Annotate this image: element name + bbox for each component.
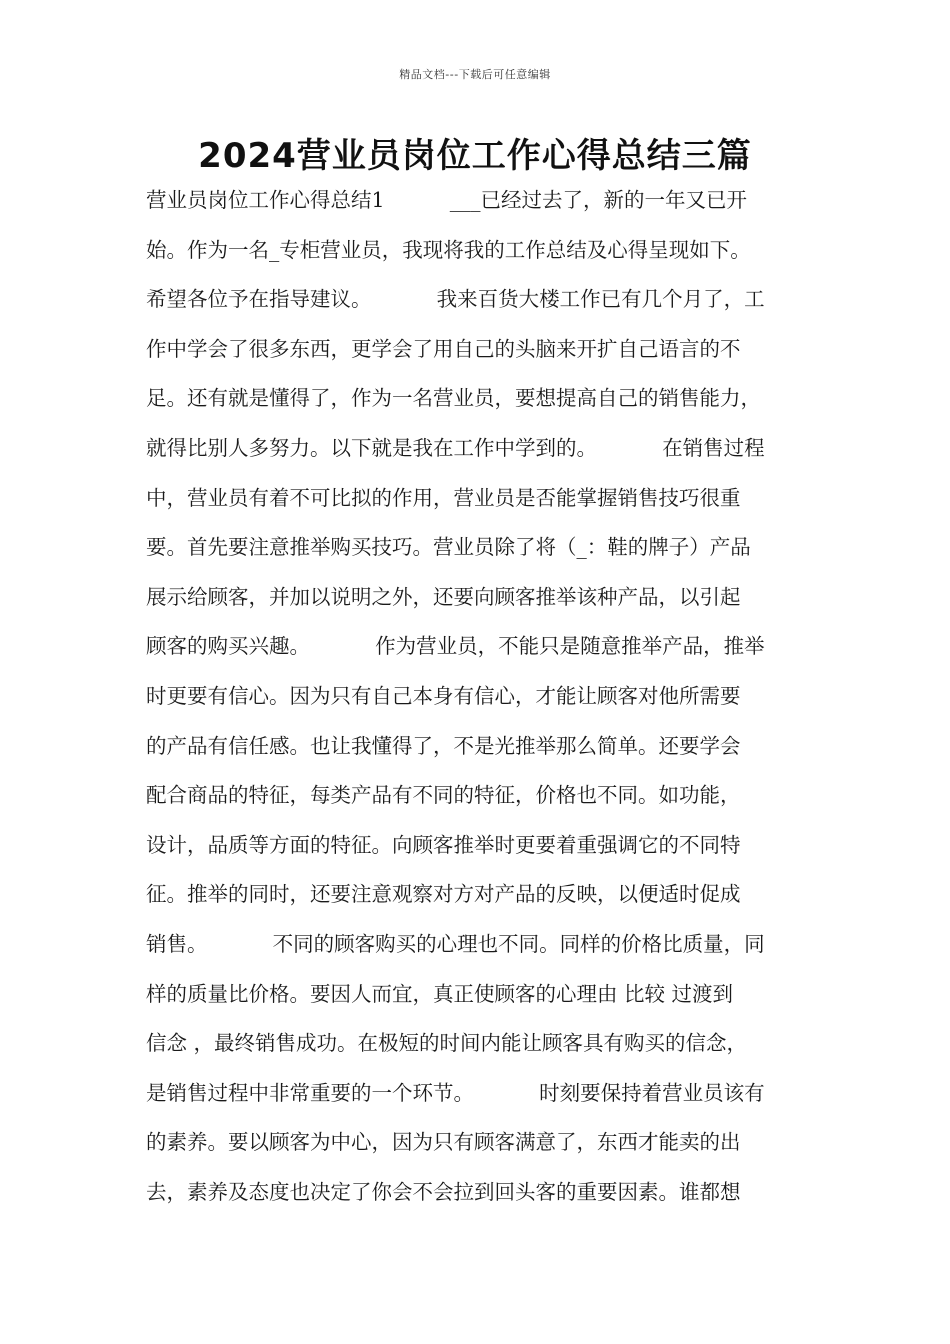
- body-line: 设计，品质等方面的特征。向顾客推举时更要着重强调它的不同特: [146, 832, 741, 857]
- body-line: 要。首先要注意推举购买技巧。营业员除了将（_：鞋的牌子）产品: [146, 535, 751, 560]
- document-body: [146, 176, 826, 1217]
- document-title: 2024营业员岗位工作心得总结三篇: [198, 136, 752, 176]
- body-line: 作中学会了很多东西，更学会了用自己的头脑来开扩自己语言的不: [146, 336, 741, 361]
- body-line: 样的质量比价格。要因人而宜，真正使顾客的心理由 比较 过渡到: [146, 981, 734, 1006]
- body-line: 始。作为一名_专柜营业员，我现将我的工作总结及心得呈现如下。: [146, 237, 751, 262]
- body-line: 销售。 不同的顾客购买的心理也不同。同样的价格比质量，同: [146, 931, 765, 956]
- header-note: 精品文档---下载后可任意编辑: [399, 68, 551, 81]
- body-line: 中，营业员有着不可比拟的作用，营业员是否能掌握销售技巧很重: [146, 485, 741, 510]
- body-line: 是销售过程中非常重要的一个环节。 时刻要保持着营业员该有: [146, 1080, 765, 1105]
- body-line: 信念 ，最终销售成功。在极短的时间内能让顾客具有购买的信念，: [146, 1031, 748, 1056]
- body-line: 时更要有信心。因为只有自己本身有信心，才能让顾客对他所需要: [146, 683, 741, 708]
- body-line: 营业员岗位工作心得总结1 ___已经过去了，新的一年又已开: [146, 188, 747, 212]
- body-line: 顾客的购买兴趣。 作为营业员，不能只是随意推举产品，推举: [146, 634, 765, 659]
- body-line: 希望各位予在指导建议。 我来百货大楼工作已有几个月了，工: [146, 287, 765, 312]
- body-line: 就得比别人多努力。以下就是我在工作中学到的。 在销售过程: [146, 435, 765, 460]
- body-line: 配合商品的特征，每类产品有不同的特征，价格也不同。如功能，: [146, 783, 741, 808]
- body-line: 去，素养及态度也决定了你会不会拉到回头客的重要因素。谁都想: [146, 1179, 741, 1204]
- body-line: 征。推举的同时，还要注意观察对方对产品的反映，以便适时促成: [146, 882, 741, 907]
- body-line: 的素养。要以顾客为中心，因为只有顾客满意了，东西才能卖的出: [146, 1130, 741, 1155]
- body-line: 的产品有信任感。也让我懂得了，不是光推举那么简单。还要学会: [146, 733, 741, 758]
- body-line: 展示给顾客，并加以说明之外，还要向顾客推举该种产品，以引起: [146, 584, 741, 609]
- body-line: 足。还有就是懂得了，作为一名营业员，要想提高自己的销售能力，: [146, 386, 761, 411]
